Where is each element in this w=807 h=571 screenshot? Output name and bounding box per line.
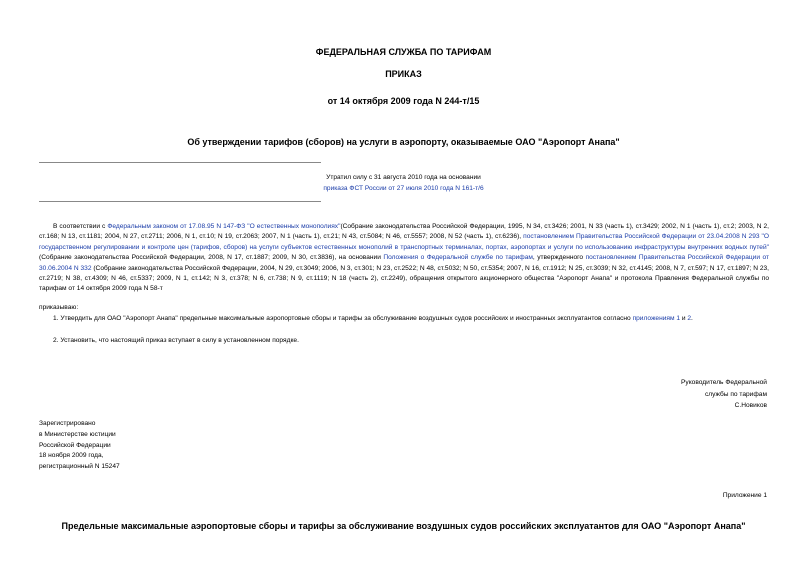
document-title: Об утверждении тарифов (сборов) на услуги в аэропорту, оказываемые ОАО "Аэропорт Анапа": [187, 137, 620, 147]
order-item-1-text: 1. Утвердить для ОАО "Аэропорт Анапа" предельные максимальные аэропортовые сборы и тарифы за обслуживание воздушных судов российских и иностранных эксплуатантов согласно: [53, 315, 633, 322]
link-appendix-1[interactable]: приложениям 1: [632, 315, 681, 322]
link-fst-regulation[interactable]: Положения о Федеральной службе по тарифам: [383, 254, 533, 262]
appendix-label: Приложение 1: [722, 492, 767, 499]
signature-name: С.Новиков: [734, 402, 767, 409]
status-note-text: Утратил силу с 31 августа 2010 года на основании: [326, 174, 481, 181]
registration-block: [39, 419, 120, 473]
link-government-decree-332[interactable]: постановлением Правительства Российской Федерации от 30.06.2004 N 332: [39, 254, 769, 272]
registration-line-1: Зарегистрировано: [39, 420, 96, 427]
registration-line-3: Российской Федерации: [39, 441, 111, 449]
link-government-decree-293[interactable]: постановлением Правительства Российской Федерации от 23.04.2008 N 293 "О государственном регулировании и контроле цен (тарифов, сборов) на услуги субъектов естественных монополий в транспортных терминалах, портах, аэропортах и услуги по использованию инфраструктуры внутренних водных путей": [39, 233, 769, 251]
preamble-text-3: (Собрание законодательства Российской Федерации, 2008, N 17, ст.1887; 2009, N 30, ст.3836), на основании: [39, 254, 384, 262]
signature-department: службы по тарифам: [704, 390, 767, 398]
link-federal-law[interactable]: Федеральным законом от 17.08.95 N 147-ФЗ "О естественных монополиях": [107, 223, 341, 230]
registration-line-2: в Министерстве юстиции: [39, 430, 116, 438]
status-note: [0, 172, 807, 194]
order-item-2: 2. Установить, что настоящий приказ вступает в силу в установленном порядке.: [53, 337, 299, 344]
agency-name: ФЕДЕРАЛЬНАЯ СЛУЖБА ПО ТАРИФАМ: [315, 47, 492, 57]
preamble-paragraph: [39, 222, 769, 295]
order-item-1: [53, 314, 769, 324]
order-intro: приказываю:: [39, 304, 79, 311]
signature-position: Руководитель Федеральной: [681, 379, 767, 386]
link-appendix-2[interactable]: 2: [687, 315, 692, 322]
separator-top: [39, 162, 321, 163]
preamble-text-4: , утвержденного: [532, 254, 586, 262]
status-note-link[interactable]: приказа ФСТ России от 27 июля 2010 года N 161-т/6: [323, 185, 484, 192]
preamble-text-5: (Собрание законодательства Российской Федерации, 2004, N 29, ст.3049; 2006, N 3, ст.301; N 23, ст.2522; N 48, ст.5032; N 50, ст.5354; 2007, N 16, ст.1912; N 25, ст.3039; N 32, ст.4145; 2008, N 7, ст.597; N 17, ст.1897; N 23, ст.2719; N 38, ст.4309; N 46, ст.5337; 2009, N 1, ст.142; N 3, ст.378; N 6, ст.738; N 9, ст.1119; N 18 (часть 2), ст.2249), обращения открытого акционерного общества "Аэропорт Анапа" и протокола Правления Федеральной службы по тарифам от 14 октября 2009 года N 58-т: [39, 264, 769, 293]
document-type: ПРИКАЗ: [385, 69, 422, 79]
preamble-text-1: В соответствии с: [53, 223, 108, 230]
order-item-1-end: .: [691, 315, 693, 322]
signature-block: [681, 377, 767, 412]
document-date-number: от 14 октября 2009 года N 244-т/15: [327, 96, 480, 106]
appendix-title: Предельные максимальные аэропортовые сборы и тарифы за обслуживание воздушных судов российских эксплуатантов для ОАО "Аэропорт Анапа": [61, 521, 746, 531]
registration-line-4: 18 ноября 2009 года,: [39, 452, 104, 460]
order-item-1-and: и: [680, 315, 688, 322]
registration-line-5: регистрационный N 15247: [39, 463, 120, 471]
preamble-text-2: (Собрание законодательства Российской Федерации, 1995, N 34, ст.3426; 2001, N 33 (часть 1), ст.3429; 2002, N 1 (часть 1), ст.2; 2003, N 2, ст.168; N 13, ст.1181; 2004, N 27, ст.2711; 2006, N 1, ст.10; N 19, ст.2063; 2007, N 1 (часть 1), ст.21; N 43, ст.5084; N 46, ст.5557; 2008, N 52 (часть 1), ст.6236),: [39, 223, 769, 241]
separator-bottom: [39, 201, 321, 202]
